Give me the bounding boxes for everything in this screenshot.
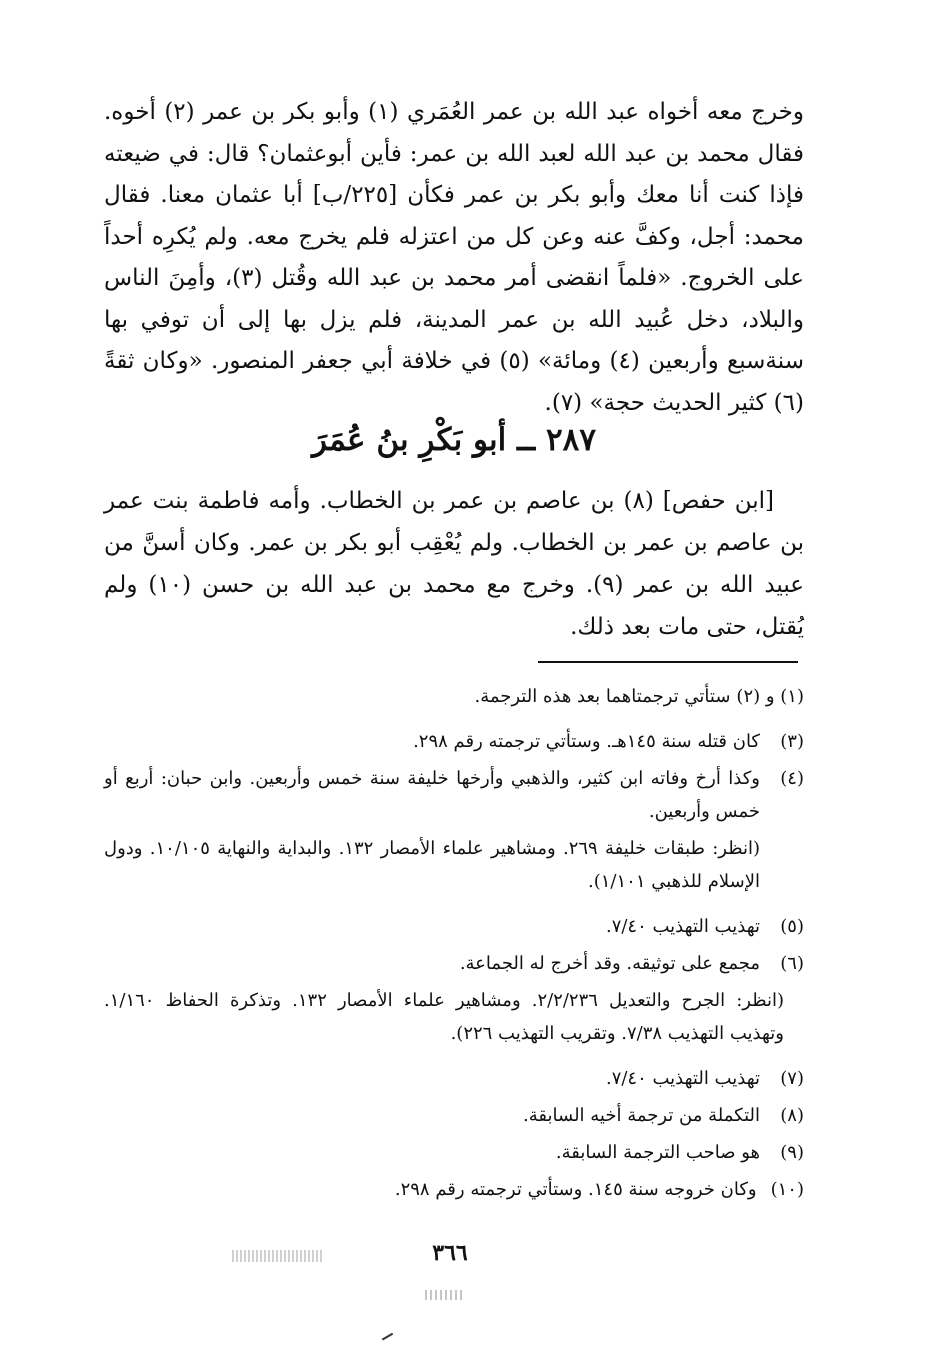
- scan-smudge: [232, 1250, 322, 1262]
- footnote-text: كان قتله سنة ١٤٥هـ. وستأتي ترجمته رقم ٢٩٨.: [413, 731, 760, 752]
- footnote-number: (٥): [780, 916, 804, 937]
- footnote-7: [104, 1062, 804, 1095]
- biography-paragraph: [ابن حفص] (٨) بن عاصم بن عمر بن الخطاب. وأمه فاطمة بنت عمر بن عاصم بن عمر بن الخطاب. ولم يُعْقِب أبو بكر بن عمر. وكان أسنَّ من عبيد الله بن عمر (٩). وخرج مع محمد بن عبد الله بن حسن (١٠) ولم يُقتل، حتى مات بعد ذلك.: [104, 488, 804, 640]
- footnote-10: [104, 1173, 804, 1206]
- footnote-text: وكان خروجه سنة ١٤٥. وستأتي ترجمته رقم ٢٩٨.: [394, 1179, 757, 1200]
- entry-heading: ٢٨٧ ــ أبو بَكْرِ بنُ عُمَرَ: [312, 422, 596, 458]
- main-paragraph: وخرج معه أخواه عبد الله بن عمر العُمَري (١) وأبو بكر بن عمر (٢) أخوه. فقال محمد بن عبد الله لعبد الله بن عمر: فأين أبوعثمان؟ قال: في ضيعته فإذا كنت أنا معك وأبو بكر بن عمر فكأن [٢٢٥/ب] أبا عثمان معنا. فقال محمد: أجل، وكفَّ عنه وعن كل من اعتزله فلم يخرج معه. ولم يُكرِه أحداً على الخروج. «فلماً انقضى أمر محمد بن عبد الله وقُتل (٣)، وأمِنَ الناس والبلاد، دخل عُبيد الله بن عمر المدينة، فلم يزل بها إلى أن توفي بها سنةسبع وأربعين (٤) ومائة» (٥) في خلافة أبي جعفر المنصور. «وكان ثقةً (٦) كثير الحديث حجة» (٧).: [104, 99, 804, 416]
- footnote-4-reference: (انظر: طبقات خليفة ٢٦٩. ومشاهير علماء الأمصار ١٣٢. والبداية والنهاية ١٠/١٠٥. ودول الإسلام للذهبي ١/١٠١).: [104, 838, 760, 892]
- footnote-gap: [104, 1054, 804, 1062]
- footnote-8: [104, 1099, 804, 1132]
- footnote-gap: [104, 902, 804, 910]
- footnote-3: [104, 725, 804, 758]
- footnote-number: (١) و (٢): [736, 686, 804, 707]
- footnote-number: (٩): [780, 1142, 804, 1163]
- footnote-1-2: [104, 680, 804, 713]
- footnote-number: (١٠): [770, 1179, 804, 1200]
- page-number: ٣٦٦: [432, 1240, 468, 1266]
- footnote-4: [104, 762, 804, 828]
- footnote-number: (٣): [780, 731, 804, 752]
- footnote-5: [104, 910, 804, 943]
- footnote-text: وكذا أرخ وفاته ابن كثير، والذهبي وأرخها خليفة سنة خمس وأربعين. وابن حبان: أربع أو خمس وأربعين.: [104, 768, 760, 822]
- footnote-text: هو صاحب الترجمة السابقة.: [555, 1142, 760, 1163]
- footnote-text: مجمع على توثيقه. وقد أخرج له الجماعة.: [459, 953, 760, 974]
- footnote-text: تهذيب التهذيب ٧/٤٠.: [605, 1068, 760, 1089]
- footnote-divider: [538, 661, 798, 663]
- footnote-6: [104, 947, 804, 980]
- footnote-9: [104, 1136, 804, 1169]
- footnote-text: تهذيب التهذيب ٧/٤٠.: [605, 916, 760, 937]
- footnote-text: التكملة من ترجمة أخيه السابقة.: [523, 1105, 760, 1126]
- main-paragraph-block: [104, 92, 804, 424]
- footnote-number: (٧): [780, 1068, 804, 1089]
- footnote-6-reference: (انظر: الجرح والتعديل ٢/٢/٢٣٦. ومشاهير علماء الأمصار ١٣٢. وتذكرة الحفاظ ١/١٦٠. وتهذيب التهذيب ٧/٣٨. وتقريب التهذيب ٢٢٦).: [104, 990, 785, 1044]
- footnote-gap: [104, 717, 804, 725]
- footnote-number: (٨): [780, 1105, 804, 1126]
- footnote-number: (٤): [780, 768, 804, 789]
- footnote-text: ستأتي ترجمتاهما بعد هذه الترجمة.: [474, 686, 731, 707]
- scan-smudge: [425, 1290, 465, 1300]
- pen-mark: [379, 1328, 393, 1341]
- footnotes-section: [104, 680, 804, 1210]
- footnote-number: (٦): [780, 953, 804, 974]
